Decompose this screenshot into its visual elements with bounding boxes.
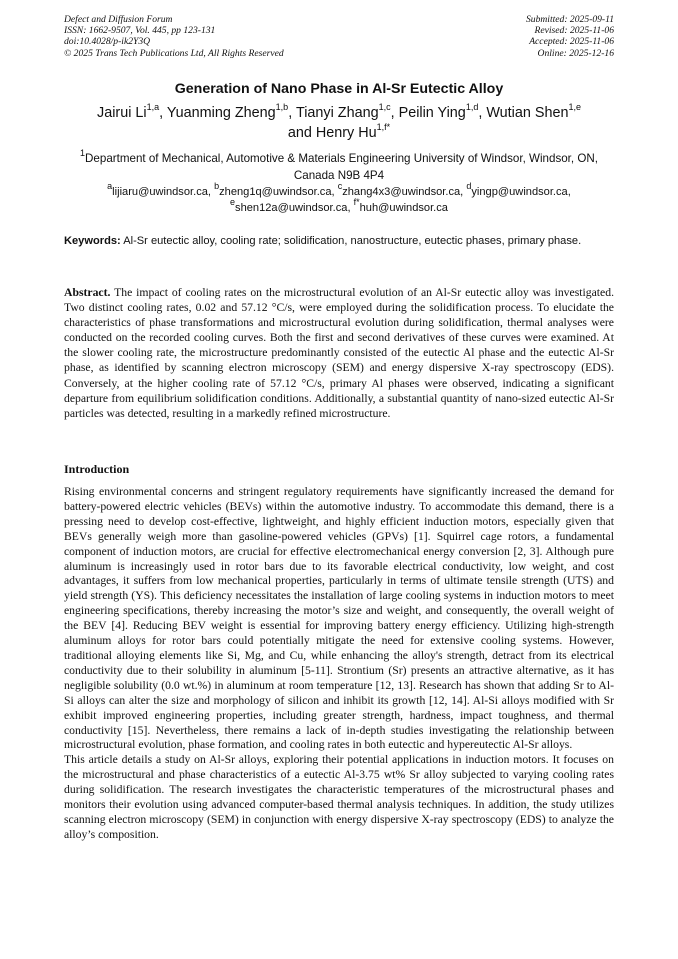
email-sup: c (337, 181, 343, 192)
author-sup: 1,f* (376, 121, 391, 132)
email-link[interactable]: zhang4x3@uwindsor.ca (342, 186, 461, 198)
author-sup: 1,c (378, 102, 391, 113)
paragraph: Rising environmental concerns and stringent regulatory requirements have significantly increased the demand for battery-powered electric vehicles (BEVs) within the automotive industry. To accommodate this demand, there is a pressing need to develop cost-effective, lightweight, and highly efficient induction motors, especially given that BEVs generally weigh more than gasoline-powered vehicles (GPVs) [1]. Squirrel cage rotors, a fundamental component of induction motors, are crucial for effective electromechanical energy conversion [2, 3]. Although pure aluminum is increasingly used in rotor bars due to its favorable electrical conductivity, low weight, and cost advantages, it suffers from low mechanical properties, particularly in terms of ultimate tensile strength (UTS) and yield strength (YS). This deficiency necessitates the installation of large cooling systems in induction motors to meet engineering specifications, thereby increasing the motor’s size and weight, and consequently, the overall weight of the BEV [4]. Reducing BEV weight is essential for improving battery energy efficiency. Utilizing high-strength aluminum alloys for rotor bars could potentially mitigate the need for extensive cooling systems. However, traditional alloying elements like Si, Mg, and Cu, while enhancing the alloy's strength, detract from its electrical conductivity due to their solubility in aluminum [5-11]. Strontium (Sr) presents an attractive alternative, as it has negligible solubility (0.0 wt.%) in aluminum at room temperature [12, 13]. Research has shown that adding Sr to Al-Si alloys can alter the size and morphology of silicon and inhibit its growth [12, 14]. Al-Si alloys modified with Sr exhibit improved engineering properties, including greater strength, hardness, impact toughness, and thermal conductivity [15]. Nevertheless, there remains a lack of in-depth studies investigating the relationship between microstructural evolution, phase formation, and cooling rates in both eutectic and hypereutectic Al-Sr alloys. (64, 485, 614, 752)
introduction-body (64, 485, 614, 843)
author-sep: , (159, 105, 167, 121)
email-sup: b (214, 181, 220, 192)
doi-line: doi:10.4028/p-ik2Y3Q (64, 36, 151, 48)
author-sep: , (390, 105, 399, 121)
author-name: Peilin Ying (398, 105, 466, 121)
email-link[interactable]: shen12a@uwindsor.ca (235, 201, 348, 214)
author-sep: , (478, 105, 487, 121)
affiliation-text: Department of Mechanical, Automotive & Materials Engineering University of Windsor, Windsor, ON, Canada N9B 4P4 (85, 152, 598, 182)
affiliation-sup: 1 (80, 148, 86, 159)
online-date: Online: 2025-12-16 (537, 47, 614, 59)
author-name: Wutian Shen (486, 105, 569, 121)
author-sup: 1,e (568, 102, 581, 113)
keywords-label: Keywords: (64, 235, 121, 247)
author-name: Tianyi Zhang (295, 105, 379, 121)
journal-info (64, 14, 284, 59)
author-sup: 1,b (275, 102, 289, 113)
journal-name: Defect and Diffusion Forum (64, 14, 173, 25)
email-sup: a (107, 181, 113, 192)
abstract-label: Abstract. (64, 286, 111, 299)
email-sup: d (466, 181, 472, 192)
email-sup: f* (353, 196, 360, 207)
author-name: Henry Hu (315, 124, 377, 141)
revised-date: Revised: 2025-11-06 (534, 25, 614, 37)
author-sup: 1,a (146, 102, 160, 113)
author-and: and (287, 124, 316, 141)
abstract-text: The impact of cooling rates on the microstructural evolution of an Al-Sr eutectic alloy was investigated. Two distinct cooling rates, 0.02 and 57.12 °C/s, were employed during the solidification process. To elucidate the characteristics of phase transformations and microstructural evolution during solidification, thermal analyses were conducted on the recorded cooling curves. Both the first and second derivatives of these curves were examined. At the slower cooling rate, the microstructure predominantly consisted of the eutectic Al phase and the eutectic Al-Sr phase, as identified by scanning electron microscopy (SEM) and energy dispersive X-ray spectroscopy (EDS). Conversely, at the higher cooling rate of 57.12 °C/s, primary Al phases were observed, indicating a significant departure from equilibrium solidification conditions. Additionally, a substantial quantity of nano-sized eutectic Al-Sr particles was detected, resulting in a markedly refined microstructure. (64, 286, 614, 420)
email-sup: e (230, 196, 236, 207)
keywords-text: Al-Sr eutectic alloy, cooling rate; solidification, nanostructure, eutectic phases, primary phase. (123, 235, 582, 247)
author-emails: $^a$lijiaru@uwindsor.ca, $^b$zheng1q@uwindsor.ca, $^c$zhang4x3@uwindsor.ca, $^d$yingp@uwindsor.ca, $^e$shen12a@uwindsor.ca, $^{f*}$huh@uwindsor.ca (107, 181, 571, 214)
abstract (64, 285, 614, 421)
author-sup: 1,d (465, 102, 479, 113)
email-link[interactable]: huh@uwindsor.ca (359, 201, 448, 214)
paper-title: Generation of Nano Phase in Al-Sr Eutectic Alloy (174, 81, 504, 97)
submitted-date: Submitted: 2025-09-11 (525, 14, 614, 25)
affiliation (64, 150, 614, 184)
accepted-date: Accepted: 2025-11-06 (529, 36, 614, 48)
keywords (64, 234, 614, 250)
issn-line: ISSN: 1662-9507, Vol. 445, pp 123-131 (64, 25, 216, 37)
publication-dates (526, 14, 614, 59)
email-link[interactable]: yingp@uwindsor.ca (471, 186, 568, 198)
paragraph: This article details a study on Al-Sr alloys, exploring their potential applications in induction motors. It focuses on the microstructural and phase characteristics of a eutectic Al-3.75 wt% Sr alloy subjected to varying cooling rates during solidification. The research investigates the characteristic temperatures of the microstructural phases and monitors their evolution using advanced computer-based thermal analysis techniques. In addition, the study utilizes scanning electron microscopy (SEM) in conjunction with energy dispersive X-ray spectroscopy (EDS) to analyze the alloy’s composition. (64, 753, 614, 841)
email-link[interactable]: lijiaru@uwindsor.ca (112, 186, 208, 198)
section-heading-introduction: Introduction (64, 462, 130, 476)
copyright-line: © 2025 Trans Tech Publications Ltd, All Rights Reserved (64, 47, 284, 59)
author-sep: , (288, 105, 296, 121)
author-list (64, 104, 614, 143)
author-name: Yuanming Zheng (166, 105, 276, 121)
author-name: Jairui Li (97, 105, 147, 121)
email-link[interactable]: zheng1q@uwindsor.ca (219, 186, 332, 198)
